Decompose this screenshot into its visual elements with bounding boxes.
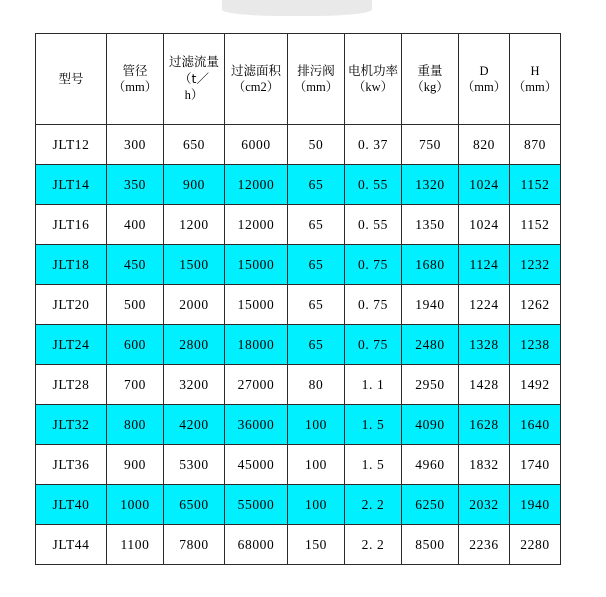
cell-weight: 1940 xyxy=(402,285,459,325)
cell-weight: 4960 xyxy=(402,445,459,485)
column-header-motor-power-unit: （kw） xyxy=(352,80,394,94)
table-row xyxy=(36,485,561,525)
cell-filter-area: 36000 xyxy=(225,405,288,445)
cell-filter-area: 12000 xyxy=(225,165,288,205)
cell-model: JLT36 xyxy=(36,445,107,485)
cell-flow-rate: 650 xyxy=(164,125,225,165)
cell-d: 1224 xyxy=(459,285,510,325)
table-header xyxy=(36,34,561,125)
cell-weight: 750 xyxy=(402,125,459,165)
cell-weight: 2950 xyxy=(402,365,459,405)
column-header-filter-area xyxy=(225,34,288,125)
table-row xyxy=(36,205,561,245)
cell-drain-valve: 65 xyxy=(288,325,345,365)
cell-pipe-diameter: 500 xyxy=(107,285,164,325)
column-header-filter-area-name: 过滤面积 xyxy=(230,62,281,78)
cell-flow-rate: 900 xyxy=(164,165,225,205)
column-header-weight xyxy=(402,34,459,125)
cell-motor-power: 2. 2 xyxy=(345,525,402,565)
cell-pipe-diameter: 450 xyxy=(107,245,164,285)
cell-h: 1740 xyxy=(510,445,561,485)
column-header-h xyxy=(510,34,561,125)
cell-weight: 2480 xyxy=(402,325,459,365)
cell-weight: 1680 xyxy=(402,245,459,285)
cell-motor-power: 0. 75 xyxy=(345,285,402,325)
cell-motor-power: 1. 1 xyxy=(345,365,402,405)
table-row xyxy=(36,365,561,405)
cell-filter-area: 6000 xyxy=(225,125,288,165)
cell-flow-rate: 2800 xyxy=(164,325,225,365)
cell-pipe-diameter: 1000 xyxy=(107,485,164,525)
cell-pipe-diameter: 900 xyxy=(107,445,164,485)
cell-d: 1024 xyxy=(459,165,510,205)
cell-flow-rate: 6500 xyxy=(164,485,225,525)
cell-d: 1124 xyxy=(459,245,510,285)
column-header-motor-power xyxy=(345,34,402,125)
column-header-weight-unit: （kg） xyxy=(411,80,449,94)
cell-filter-area: 55000 xyxy=(225,485,288,525)
cell-d: 820 xyxy=(459,125,510,165)
column-header-motor-power-name: 电机功率 xyxy=(347,62,398,78)
specification-table xyxy=(35,33,561,565)
cell-drain-valve: 65 xyxy=(288,205,345,245)
cell-h: 1492 xyxy=(510,365,561,405)
cell-h: 1940 xyxy=(510,485,561,525)
cell-flow-rate: 3200 xyxy=(164,365,225,405)
cell-flow-rate: 5300 xyxy=(164,445,225,485)
cell-flow-rate: 7800 xyxy=(164,525,225,565)
column-header-flow-rate-name: 过滤流量（t／ xyxy=(168,54,219,86)
cell-drain-valve: 65 xyxy=(288,245,345,285)
table-row xyxy=(36,525,561,565)
column-header-d-name: D xyxy=(479,63,489,78)
table-row xyxy=(36,445,561,485)
cell-d: 2236 xyxy=(459,525,510,565)
cell-model: JLT18 xyxy=(36,245,107,285)
cell-model: JLT16 xyxy=(36,205,107,245)
column-header-pipe-diameter-unit: （mm） xyxy=(112,80,158,94)
column-header-h-name: H xyxy=(530,63,540,78)
cell-pipe-diameter: 700 xyxy=(107,365,164,405)
cell-motor-power: 1. 5 xyxy=(345,405,402,445)
cell-flow-rate: 4200 xyxy=(164,405,225,445)
cell-h: 1152 xyxy=(510,165,561,205)
cell-d: 1328 xyxy=(459,325,510,365)
cell-drain-valve: 100 xyxy=(288,485,345,525)
cell-filter-area: 12000 xyxy=(225,205,288,245)
cell-d: 1024 xyxy=(459,205,510,245)
cell-flow-rate: 1200 xyxy=(164,205,225,245)
cell-filter-area: 15000 xyxy=(225,285,288,325)
cell-flow-rate: 2000 xyxy=(164,285,225,325)
cell-drain-valve: 65 xyxy=(288,285,345,325)
table-body xyxy=(36,125,561,565)
cell-weight: 1350 xyxy=(402,205,459,245)
table-row xyxy=(36,245,561,285)
cell-motor-power: 0. 37 xyxy=(345,125,402,165)
cell-motor-power: 2. 2 xyxy=(345,485,402,525)
cell-filter-area: 15000 xyxy=(225,245,288,285)
table-row xyxy=(36,325,561,365)
column-header-drain-valve-name: 排污阀 xyxy=(297,62,335,78)
cell-h: 1232 xyxy=(510,245,561,285)
cell-flow-rate: 1500 xyxy=(164,245,225,285)
cell-pipe-diameter: 300 xyxy=(107,125,164,165)
table-row xyxy=(36,165,561,205)
cell-motor-power: 0. 75 xyxy=(345,325,402,365)
page-artifact xyxy=(222,0,372,16)
cell-h: 1640 xyxy=(510,405,561,445)
cell-motor-power: 0. 55 xyxy=(345,205,402,245)
column-header-pipe-diameter-name: 管径 xyxy=(122,62,148,78)
column-header-flow-rate-unit: h） xyxy=(184,88,204,103)
cell-drain-valve: 80 xyxy=(288,365,345,405)
column-header-model xyxy=(36,34,107,125)
column-header-weight-name: 重量 xyxy=(417,62,443,78)
cell-h: 870 xyxy=(510,125,561,165)
cell-model: JLT12 xyxy=(36,125,107,165)
cell-model: JLT44 xyxy=(36,525,107,565)
cell-drain-valve: 100 xyxy=(288,445,345,485)
cell-pipe-diameter: 1100 xyxy=(107,525,164,565)
cell-drain-valve: 65 xyxy=(288,165,345,205)
cell-model: JLT32 xyxy=(36,405,107,445)
table-row xyxy=(36,285,561,325)
cell-model: JLT14 xyxy=(36,165,107,205)
cell-drain-valve: 100 xyxy=(288,405,345,445)
cell-model: JLT24 xyxy=(36,325,107,365)
cell-d: 1832 xyxy=(459,445,510,485)
cell-weight: 4090 xyxy=(402,405,459,445)
table-row xyxy=(36,405,561,445)
cell-weight: 8500 xyxy=(402,525,459,565)
cell-filter-area: 68000 xyxy=(225,525,288,565)
column-header-d-unit: （mm） xyxy=(461,80,507,94)
column-header-d xyxy=(459,34,510,125)
column-header-model-name: 型号 xyxy=(58,70,84,86)
column-header-flow-rate xyxy=(164,34,225,125)
cell-h: 1262 xyxy=(510,285,561,325)
cell-filter-area: 45000 xyxy=(225,445,288,485)
column-header-drain-valve xyxy=(288,34,345,125)
column-header-drain-valve-unit: （mm） xyxy=(293,80,339,94)
table-header-row xyxy=(36,34,561,125)
cell-motor-power: 0. 75 xyxy=(345,245,402,285)
cell-d: 1628 xyxy=(459,405,510,445)
cell-filter-area: 18000 xyxy=(225,325,288,365)
column-header-h-unit: （mm） xyxy=(512,80,558,94)
cell-h: 2280 xyxy=(510,525,561,565)
cell-d: 2032 xyxy=(459,485,510,525)
cell-model: JLT20 xyxy=(36,285,107,325)
specification-table-container xyxy=(35,33,558,565)
cell-model: JLT40 xyxy=(36,485,107,525)
cell-pipe-diameter: 600 xyxy=(107,325,164,365)
cell-motor-power: 0. 55 xyxy=(345,165,402,205)
cell-model: JLT28 xyxy=(36,365,107,405)
cell-h: 1238 xyxy=(510,325,561,365)
column-header-filter-area-unit: （cm2） xyxy=(232,80,280,94)
cell-motor-power: 1. 5 xyxy=(345,445,402,485)
cell-drain-valve: 150 xyxy=(288,525,345,565)
cell-drain-valve: 50 xyxy=(288,125,345,165)
cell-weight: 1320 xyxy=(402,165,459,205)
cell-weight: 6250 xyxy=(402,485,459,525)
cell-pipe-diameter: 800 xyxy=(107,405,164,445)
table-row xyxy=(36,125,561,165)
cell-filter-area: 27000 xyxy=(225,365,288,405)
cell-h: 1152 xyxy=(510,205,561,245)
column-header-pipe-diameter xyxy=(107,34,164,125)
cell-pipe-diameter: 400 xyxy=(107,205,164,245)
cell-d: 1428 xyxy=(459,365,510,405)
cell-pipe-diameter: 350 xyxy=(107,165,164,205)
